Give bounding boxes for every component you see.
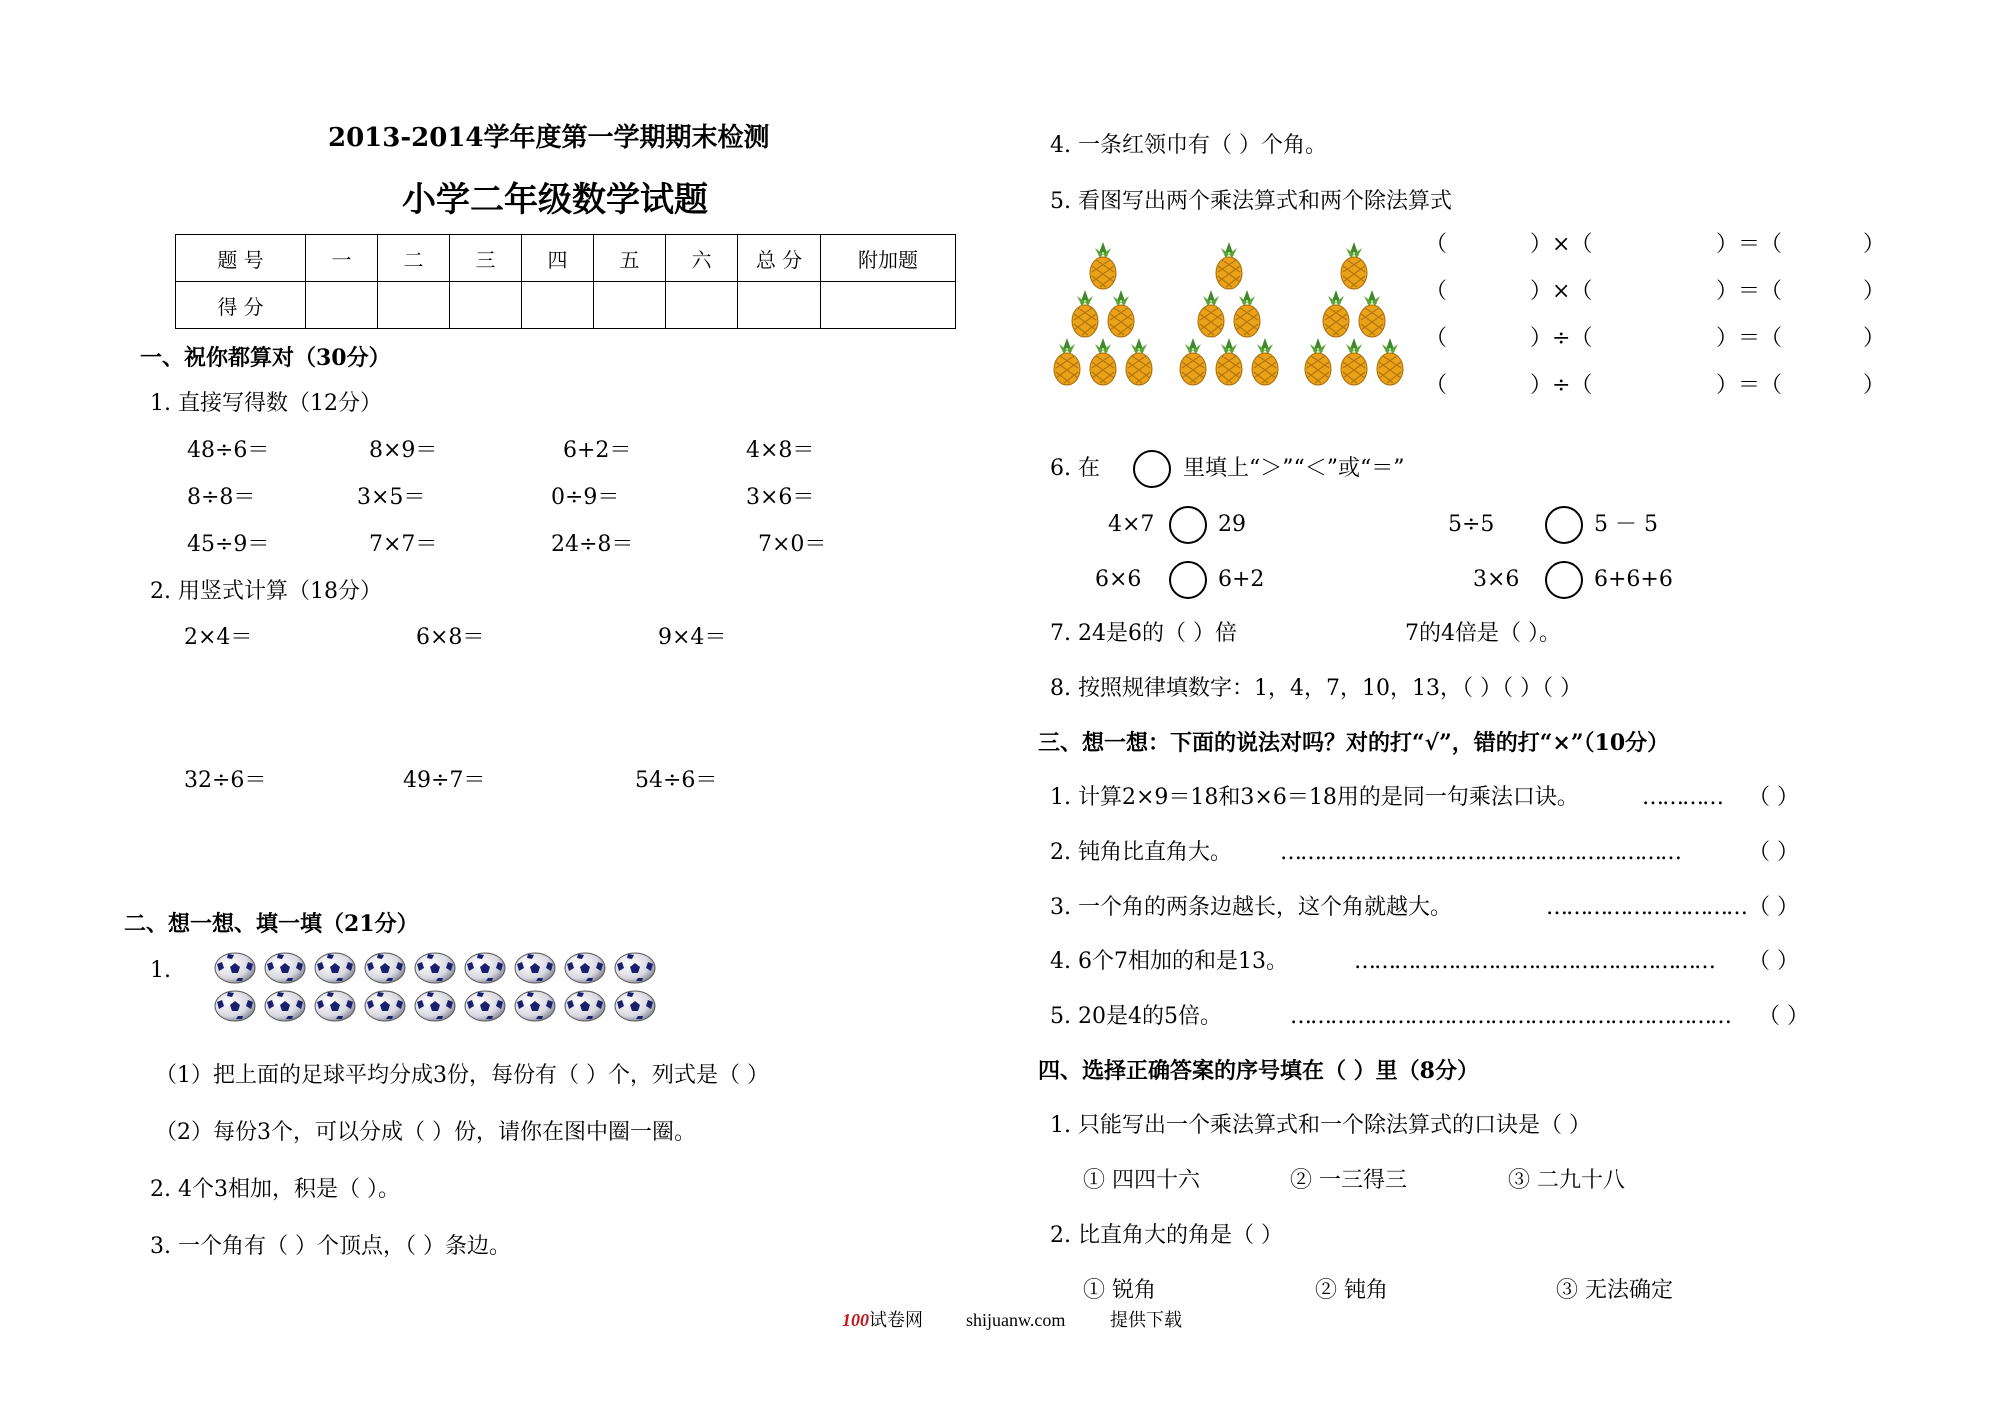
choice-option[interactable]: ① 锐角 — [1083, 1278, 1156, 1303]
score-table-header-row — [176, 235, 956, 282]
footer-url[interactable]: shijuanw.com — [966, 1310, 1066, 1330]
calc-item: 48÷6＝ — [187, 438, 270, 463]
equation-part: ）÷（ — [1530, 373, 1593, 398]
equation-part: ） — [1863, 279, 1886, 304]
calc-item: 7×0＝ — [758, 532, 827, 557]
equation-part: ）×（ — [1530, 279, 1593, 304]
section2-q2: 2. 4个3相加，积是（ ）。 — [150, 1177, 400, 1202]
choice-question-2: 2. 比直角大的角是（ ） — [1050, 1223, 1283, 1248]
soccer-ball-icon — [314, 952, 356, 984]
equation-part: ）＝（ — [1716, 279, 1783, 304]
soccer-ball-icon — [514, 990, 556, 1022]
score-header-cell: 五 — [594, 235, 666, 282]
calc-item: 45÷9＝ — [187, 532, 270, 557]
judgement-text: 3. 一个角的两条边越长，这个角就越大。 — [1050, 895, 1452, 920]
pineapple-icon — [1194, 288, 1228, 338]
compare-circle[interactable] — [1545, 561, 1583, 599]
compare-right: 6+6+6 — [1594, 567, 1673, 592]
equation-part: ） — [1863, 326, 1886, 351]
soccer-ball-icon — [364, 990, 406, 1022]
equation-part: （ — [1425, 279, 1448, 304]
dot-leader: ……………………………………………… — [1354, 949, 1714, 974]
calc-item: 8×9＝ — [369, 438, 438, 463]
equation-part: ）÷（ — [1530, 326, 1593, 351]
pineapple-icon — [1301, 336, 1335, 386]
section1-title: 一、祝你都算对（30分） — [140, 345, 391, 371]
choice-option[interactable]: ① 四四十六 — [1083, 1168, 1200, 1193]
compare-circle[interactable] — [1169, 561, 1207, 599]
pineapple-icon — [1230, 288, 1264, 338]
score-cell[interactable] — [450, 282, 522, 329]
score-header-cell: 六 — [666, 235, 738, 282]
pineapple-icon — [1355, 288, 1389, 338]
pineapple-icon — [1248, 336, 1282, 386]
section1-q1-title: 1. 直接写得数（12分） — [150, 391, 382, 416]
judgement-answer[interactable]: （ ） — [1748, 949, 1799, 974]
compare-right: 29 — [1218, 512, 1246, 537]
choice-option[interactable]: ③ 二九十八 — [1508, 1168, 1625, 1193]
equation-part: ） — [1863, 232, 1886, 257]
calc-item: 24÷8＝ — [551, 532, 634, 557]
vertical-calc-item: 9×4＝ — [658, 625, 727, 650]
choice-option[interactable]: ③ 无法确定 — [1556, 1278, 1673, 1303]
score-table — [175, 234, 956, 329]
calc-item: 3×6＝ — [746, 485, 815, 510]
score-cell[interactable] — [306, 282, 378, 329]
judgement-text: 2. 钝角比直角大。 — [1050, 840, 1232, 865]
question-6-suffix: 里填上“＞”“＜”或“＝” — [1183, 456, 1405, 481]
judgement-answer[interactable]: （ ） — [1748, 785, 1799, 810]
pineapple-icon — [1212, 240, 1246, 290]
score-header-cell: 一 — [306, 235, 378, 282]
soccer-ball-icon — [564, 952, 606, 984]
section2-q1-part1: （1）把上面的足球平均分成3份，每份有（ ）个，列式是（ ） — [155, 1063, 769, 1088]
vertical-calc-item: 2×4＝ — [184, 625, 253, 650]
pineapple-icon — [1086, 336, 1120, 386]
section1-q2-title: 2. 用竖式计算（18分） — [150, 579, 382, 604]
soccer-ball-icon — [264, 990, 306, 1022]
judgement-answer[interactable]: （ ） — [1748, 840, 1799, 865]
question-7a: 7. 24是6的（ ）倍 — [1050, 621, 1237, 646]
calc-item: 6+2＝ — [563, 438, 632, 463]
calc-item: 0÷9＝ — [551, 485, 620, 510]
choice-option[interactable]: ② 钝角 — [1315, 1278, 1388, 1303]
soccer-ball-icon — [514, 952, 556, 984]
site-name: 试卷网 — [869, 1310, 923, 1330]
vertical-calc-item: 54÷6＝ — [635, 768, 718, 793]
pineapple-icon — [1050, 336, 1084, 386]
judgement-answer[interactable]: （ ） — [1758, 1004, 1809, 1029]
equation-part: （ — [1425, 326, 1448, 351]
score-cell[interactable] — [594, 282, 666, 329]
dot-leader: ………………………………………………………… — [1290, 1004, 1730, 1029]
soccer-ball-icon — [364, 952, 406, 984]
score-cell[interactable] — [738, 282, 821, 329]
score-cell[interactable] — [378, 282, 450, 329]
calc-item: 3×5＝ — [357, 485, 426, 510]
compare-left: 3×6 — [1473, 567, 1520, 592]
score-cell[interactable] — [821, 282, 956, 329]
question-5: 5. 看图写出两个乘法算式和两个除法算式 — [1050, 189, 1452, 214]
exam-subtitle: 小学二年级数学试题 — [402, 180, 708, 220]
pineapple-icon — [1176, 336, 1210, 386]
score-header-cell: 总 分 — [738, 235, 821, 282]
section3-title: 三、想一想：下面的说法对吗？对的打“√”，错的打“×”（10分） — [1038, 730, 1670, 756]
score-header-cell: 附加题 — [821, 235, 956, 282]
pineapple-icon — [1104, 288, 1138, 338]
section2-q1-number: 1. — [150, 958, 171, 983]
dot-leader: ………… — [1642, 785, 1722, 810]
dot-leader: …………………………………………………… — [1280, 840, 1680, 865]
equation-part: （ — [1425, 232, 1448, 257]
compare-circle[interactable] — [1169, 506, 1207, 544]
soccer-ball-icon — [214, 952, 256, 984]
judgement-text: 4. 6个7相加的和是13。 — [1050, 949, 1288, 974]
vertical-calc-item: 32÷6＝ — [184, 768, 267, 793]
score-row-label: 得 分 — [176, 282, 306, 329]
soccer-ball-icon — [564, 990, 606, 1022]
equation-part: ）＝（ — [1716, 326, 1783, 351]
pineapple-icon — [1337, 336, 1371, 386]
score-table-score-row — [176, 282, 956, 329]
soccer-ball-icon — [614, 952, 656, 984]
score-cell[interactable] — [666, 282, 738, 329]
question-4: 4. 一条红领巾有（ ）个角。 — [1050, 133, 1327, 158]
equation-part: ）×（ — [1530, 232, 1593, 257]
equation-part: ）＝（ — [1716, 232, 1783, 257]
compare-right: 6+2 — [1218, 567, 1265, 592]
soccer-ball-icon — [264, 952, 306, 984]
pineapple-icon — [1212, 336, 1246, 386]
judgement-text: 5. 20是4的5倍。 — [1050, 1004, 1222, 1029]
calc-item: 4×8＝ — [746, 438, 815, 463]
soccer-ball-icon — [214, 990, 256, 1022]
pineapple-icon — [1086, 240, 1120, 290]
dot-leader: ………………………… — [1546, 895, 1746, 920]
site-logo: 100 — [842, 1310, 869, 1330]
soccer-ball-icon — [414, 990, 456, 1022]
score-header-cell: 三 — [450, 235, 522, 282]
judgement-answer[interactable]: （ ） — [1748, 895, 1799, 920]
pineapple-icon — [1373, 336, 1407, 386]
compare-left: 5÷5 — [1448, 512, 1495, 537]
exam-title: 2013-2014学年度第一学期期末检测 — [328, 123, 770, 153]
question-7b: 7的4倍是（ ）。 — [1405, 621, 1561, 646]
soccer-ball-icon — [614, 990, 656, 1022]
compare-circle[interactable] — [1545, 506, 1583, 544]
score-header-cell: 二 — [378, 235, 450, 282]
pineapple-icon — [1319, 288, 1353, 338]
compare-right: 5 － 5 — [1594, 512, 1658, 537]
choice-question-1: 1. 只能写出一个乘法算式和一个除法算式的口诀是（ ） — [1050, 1113, 1591, 1138]
calc-item: 7×7＝ — [369, 532, 438, 557]
pineapple-icon — [1068, 288, 1102, 338]
choice-option[interactable]: ② 一三得三 — [1290, 1168, 1407, 1193]
soccer-ball-icon — [464, 990, 506, 1022]
section2-q1-part2: （2）每份3个，可以分成（ ）份，请你在图中圈一圈。 — [155, 1120, 696, 1145]
footer-note: 提供下载 — [1110, 1310, 1182, 1330]
equation-part: （ — [1425, 373, 1448, 398]
section4-title: 四、选择正确答案的序号填在（ ）里（8分） — [1038, 1058, 1479, 1084]
soccer-ball-icon — [414, 952, 456, 984]
section2-title: 二、想一想、填一填（21分） — [124, 911, 419, 937]
soccer-ball-icon — [314, 990, 356, 1022]
compare-left: 4×7 — [1108, 512, 1155, 537]
score-header-cell: 题 号 — [176, 235, 306, 282]
question-8: 8. 按照规律填数字：1，4，7，10，13，（ ）（ ）（ ） — [1050, 676, 1582, 701]
score-header-cell: 四 — [522, 235, 594, 282]
vertical-calc-item: 6×8＝ — [416, 625, 485, 650]
compare-left: 6×6 — [1095, 567, 1142, 592]
judgement-text: 1. 计算2×9＝18和3×6＝18用的是同一句乘法口诀。 — [1050, 785, 1579, 810]
soccer-ball-icon — [464, 952, 506, 984]
pineapple-icon — [1122, 336, 1156, 386]
equation-part: ）＝（ — [1716, 373, 1783, 398]
score-cell[interactable] — [522, 282, 594, 329]
equation-part: ） — [1863, 373, 1886, 398]
pineapple-icon — [1337, 240, 1371, 290]
question-6-prefix: 6. 在 — [1050, 456, 1100, 481]
compare-circle-example — [1133, 450, 1171, 488]
footer-site — [842, 1311, 923, 1329]
calc-item: 8÷8＝ — [187, 485, 256, 510]
vertical-calc-item: 49÷7＝ — [403, 768, 486, 793]
section2-q3: 3. 一个角有（ ）个顶点，（ ）条边。 — [150, 1234, 511, 1259]
